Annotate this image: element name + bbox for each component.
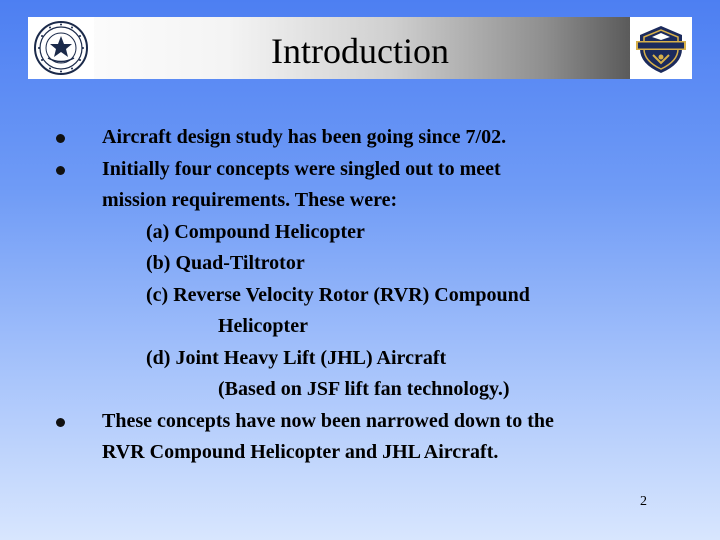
sub-item bbox=[56, 217, 676, 249]
sub-item bbox=[56, 280, 676, 312]
sub-item bbox=[56, 248, 676, 280]
nps-logo-box bbox=[630, 17, 692, 79]
list-item-text: RVR Compound Helicopter and JHL Aircraft. bbox=[102, 441, 499, 463]
list-item bbox=[56, 406, 676, 438]
sub-item-text: (c) Reverse Velocity Rotor (RVR) Compound bbox=[146, 283, 530, 306]
slide-header bbox=[28, 17, 692, 79]
sub-item-text: (a) Compound Helicopter bbox=[146, 220, 365, 243]
sub-item-text: (b) Quad-Tiltrotor bbox=[146, 252, 305, 274]
bullet-icon bbox=[56, 166, 65, 175]
bullet-list bbox=[56, 122, 676, 469]
list-item bbox=[56, 122, 676, 154]
sub-item-text: (Based on JSF lift fan technology.) bbox=[218, 378, 510, 400]
bullet-icon bbox=[56, 418, 65, 427]
sub-item-continuation bbox=[56, 374, 676, 406]
page-number: 2 bbox=[640, 494, 647, 509]
slide-title: Introduction bbox=[271, 31, 449, 71]
list-item-text: These concepts have now been narrowed down to the bbox=[102, 409, 554, 432]
list-item-continuation bbox=[56, 437, 676, 469]
nps-shield-logo bbox=[630, 17, 692, 79]
sub-item-continuation bbox=[56, 311, 676, 343]
list-item-continuation bbox=[56, 185, 676, 217]
bullet-icon bbox=[56, 134, 65, 143]
sub-item-text: (d) Joint Heavy Lift (JHL) Aircraft bbox=[146, 346, 447, 369]
sub-item-text: Helicopter bbox=[218, 315, 308, 337]
list-item-text: Initially four concepts were singled out to meet bbox=[102, 157, 501, 180]
list-item-text: mission requirements. These were: bbox=[102, 189, 398, 211]
sub-item bbox=[56, 343, 676, 375]
list-item bbox=[56, 154, 676, 186]
list-item-text: Aircraft design study has been going since 7/02. bbox=[102, 126, 507, 148]
